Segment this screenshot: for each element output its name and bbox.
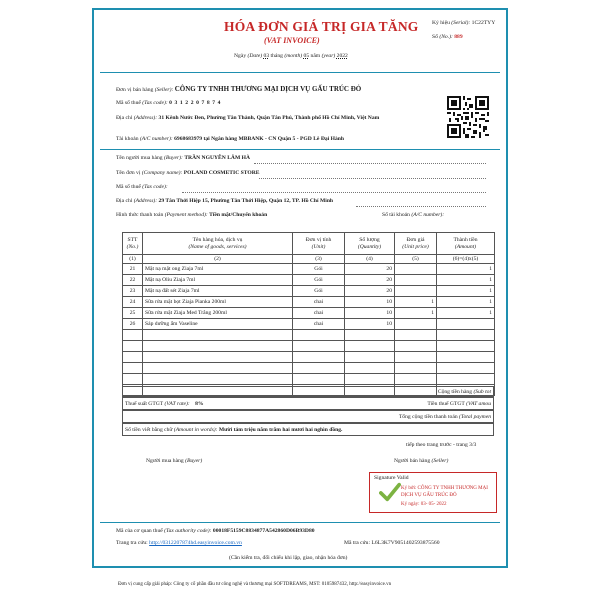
provider-footer: Đơn vị cung cấp giải pháp: Công ty cổ phần đầu tư công nghệ và thương mại SOFTDREAMS, MST: 0105987432, http://easyinvoice.vn — [118, 582, 392, 587]
dotted-fill — [254, 163, 486, 164]
seller-address-label: Địa chỉ — [116, 115, 133, 121]
row-price — [395, 319, 437, 330]
dotted-fill — [259, 178, 486, 179]
buyer-company-label-en: (Company name): — [141, 170, 183, 176]
index-cell: (4) — [345, 255, 395, 264]
table-row-empty — [123, 363, 495, 374]
row-qty: 10 — [345, 308, 395, 319]
row-amount: 1 — [437, 275, 495, 286]
signature-valid-text: Signature Valid — [374, 475, 409, 481]
seller-tax-label-en: (Tax code): — [142, 100, 168, 106]
row-price — [395, 286, 437, 297]
divider — [100, 149, 500, 150]
table-row-empty — [123, 330, 495, 341]
buyer-label: Tên người mua hàng — [116, 155, 163, 161]
amount-words: Mười tám triệu năm trăm hai mươi hai nghìn đồng. — [218, 427, 343, 433]
row-unit: Gói — [293, 264, 345, 275]
signed-by: Ký bởi: CÔNG TY TNHH THƯƠNG MẠI DỊCH VỤ GẤU TRÚC ĐỎ — [401, 486, 488, 498]
seller-name-label: Đơn vị bán hàng — [116, 87, 154, 93]
seller-account: 6968683979 tại Ngân hàng MBBANK - CN Quận 5 - PGD Lê Đại Hành — [174, 136, 344, 142]
row-qty: 20 — [345, 286, 395, 297]
seller-account-label: Tài khoản — [116, 136, 139, 142]
row-qty: 20 — [345, 275, 395, 286]
invoice-title: HÓA ĐƠN GIÁ TRỊ GIA TĂNG — [224, 19, 419, 34]
payment-method: Tiền mặt/Chuyển khoản — [209, 212, 268, 218]
seller-address: 31 Kênh Nước Đen, Phường Tân Thành, Quận Tân Phú, Thành phố Hồ Chí Minh, Việt Nam — [158, 115, 380, 121]
date-label-en: (Date) — [247, 53, 263, 59]
total-label-en: (Total paymen — [459, 414, 491, 420]
invoice-number: 889 — [454, 34, 463, 40]
divider — [100, 72, 500, 73]
total-label: Tổng cộng tiền thanh toán — [398, 414, 458, 420]
authority-label: Mã của cơ quan thuế — [116, 528, 163, 534]
index-cell: (1) — [123, 255, 143, 264]
serial-label-en: (Serial): — [451, 20, 471, 26]
continued-note: tiếp theo trang trước - trang 3/3 — [406, 442, 477, 448]
row-price — [395, 264, 437, 275]
month-label: tháng — [270, 53, 283, 59]
row-qty: 10 — [345, 319, 395, 330]
buyer-address-line — [116, 198, 333, 204]
row-unit: chai — [293, 308, 345, 319]
date-year: 2022 — [336, 53, 348, 59]
seller-tax-label: Mã số thuế — [116, 100, 141, 106]
table-row — [123, 286, 495, 297]
buyer-tax-label: Mã số thuế — [116, 184, 141, 190]
seller-name: CÔNG TY TNHH THƯƠNG MẠI DỊCH VỤ GẤU TRÚC ĐỎ — [174, 85, 362, 93]
seller-tax-line — [116, 100, 221, 106]
buyer-account-label-en: (A/C number): — [411, 212, 445, 218]
serial-value: 1C22TYY — [471, 20, 496, 26]
vat-rate-label-en: (VAT rate): — [164, 401, 190, 407]
buyer-label-en: (Buyer): — [163, 155, 183, 161]
row-qty: 10 — [345, 297, 395, 308]
check-icon — [379, 481, 401, 503]
number-line — [432, 34, 463, 40]
buyer-account-line — [382, 212, 444, 218]
lookup-code-line — [344, 540, 440, 546]
invoice-subtitle: (VAT INVOICE) — [264, 36, 320, 45]
header-price: Đơn giá (Unit price) — [395, 233, 437, 255]
date-day: 03 — [263, 53, 270, 59]
vat-rate: 8% — [195, 401, 204, 407]
date-line — [234, 53, 348, 59]
row-no: 25 — [123, 308, 143, 319]
seller-tax-code: 0 3 1 2 2 0 7 8 7 4 — [169, 100, 222, 106]
total-row — [122, 410, 494, 423]
buyer-company-label: Tên đơn vị — [116, 170, 141, 176]
seller-name-label-en: (Seller): — [154, 87, 174, 93]
buyer-tax-line — [116, 184, 168, 190]
payment-line — [116, 212, 267, 218]
row-price: 1 — [395, 297, 437, 308]
buyer-company-line — [116, 170, 260, 176]
year-label: năm — [310, 53, 321, 59]
row-name: Sữa rửa mặt bọt Ziaja Pianka 200ml — [143, 297, 293, 308]
vat-row — [122, 397, 494, 410]
subtotal-label: Cộng tiền hàng — [437, 389, 473, 395]
vat-amount-label-en: (VAT amou — [466, 401, 491, 407]
lookup-link[interactable]: http://0312207874hd.easyinvoice.com.vn — [149, 540, 242, 546]
seller-name-line — [116, 85, 361, 93]
subtotal-label-en: (Sub tot — [473, 389, 491, 395]
month-label-en: (month) — [284, 53, 303, 59]
date-label: Ngày — [234, 53, 247, 59]
serial-line — [432, 20, 495, 26]
table-row — [123, 297, 495, 308]
number-label: Số — [432, 34, 438, 40]
seller-address-label-en: (Address): — [133, 115, 158, 121]
row-no: 26 — [123, 319, 143, 330]
year-label-en: (year) — [321, 53, 336, 59]
row-no: 24 — [123, 297, 143, 308]
row-unit: chai — [293, 319, 345, 330]
seller-account-line — [116, 136, 344, 142]
signed-date: Ký ngày: 03- 05- 2022 — [401, 502, 447, 507]
table-row-empty — [123, 374, 495, 385]
buyer-name: TRẦN NGUYỄN LÂM HÀ — [184, 155, 251, 161]
row-amount — [437, 319, 495, 330]
header-amount: Thành tiền (Amount) — [437, 233, 495, 255]
table-row-empty — [123, 341, 495, 352]
row-qty: 20 — [345, 264, 395, 275]
lookup-line — [116, 540, 242, 546]
buyer-signature-label: Người mua hàng (Buyer) — [146, 458, 203, 464]
dotted-fill — [182, 192, 486, 193]
header-unit: Đơn vị tính (Unit) — [293, 233, 345, 255]
buyer-account-label: Số tài khoản — [382, 212, 410, 218]
authority-label-en: (Tax authority code): — [164, 528, 212, 534]
amount-words-label-en: (Amount in words): — [173, 427, 218, 433]
buyer-address: 29 Tân Thới Hiệp 15, Phường Tân Thới Hiệp, Quận 12, TP. Hồ Chí Minh — [158, 198, 334, 204]
invoice-frame — [92, 8, 508, 568]
qr-code-icon — [447, 96, 489, 138]
row-no: 22 — [123, 275, 143, 286]
row-unit: Gói — [293, 286, 345, 297]
header-no: STT (No.) — [123, 233, 143, 255]
seller-signature-label: Người bán hàng (Seller) — [394, 458, 449, 464]
row-name: Mặt nạ đất sét Ziaja 7ml — [143, 286, 293, 297]
row-unit: Gói — [293, 275, 345, 286]
divider — [100, 522, 500, 523]
items-table — [122, 232, 495, 396]
dotted-fill — [356, 206, 486, 207]
row-amount: 1 — [437, 286, 495, 297]
authority-code-line — [116, 528, 315, 534]
row-unit: chai — [293, 297, 345, 308]
subtotal-row — [122, 386, 494, 397]
table-row-empty — [123, 352, 495, 363]
row-name: Mặt nạ Oliu Ziaja 7ml — [143, 275, 293, 286]
serial-label: Ký hiệu — [432, 20, 450, 26]
amount-words-label: Số tiền viết bằng chữ — [125, 427, 173, 433]
row-price: 1 — [395, 308, 437, 319]
table-row — [123, 308, 495, 319]
row-amount: 1 — [437, 264, 495, 275]
table-row — [123, 319, 495, 330]
buyer-name-line — [116, 155, 250, 161]
payment-label-en: (Payment method): — [164, 212, 208, 218]
table-header-row — [123, 233, 495, 255]
table-index-row — [123, 255, 495, 264]
row-name: Sáp dưỡng ẩm Vaseline — [143, 319, 293, 330]
buyer-tax-label-en: (Tax code): — [142, 184, 168, 190]
lookup-code: L6L3K7V9051402593875560 — [371, 540, 440, 546]
lookup-label: Trang tra cứu: — [116, 540, 148, 546]
seller-account-label-en: (A/C number): — [139, 136, 173, 142]
buyer-company-name: POLAND COSMETIC STORE — [183, 170, 260, 176]
row-amount: 1 — [437, 308, 495, 319]
row-price — [395, 275, 437, 286]
header-name: Tên hàng hóa, dịch vụ (Name of goods, services) — [143, 233, 293, 255]
index-cell: (5) — [395, 255, 437, 264]
header-qty: Số lượng (Quantity) — [345, 233, 395, 255]
row-name: Mặt nạ mật ong Ziaja 7ml — [143, 264, 293, 275]
vat-amount-label: Tiền thuế GTGT — [427, 401, 465, 407]
date-month: 05 — [303, 53, 310, 59]
lookup-code-label: Mã tra cứu: — [344, 540, 371, 546]
seller-address-line — [116, 114, 441, 122]
row-no: 23 — [123, 286, 143, 297]
footer-note: (Cần kiểm tra, đối chiếu khi lập, giao, nhận hóa đơn) — [229, 555, 348, 561]
authority-code: 00018F5159C8834877A542860D06B93D80 — [212, 528, 315, 534]
buyer-address-label: Địa chỉ — [116, 198, 133, 204]
table-row — [123, 264, 495, 275]
table-row — [123, 275, 495, 286]
index-cell: (3) — [293, 255, 345, 264]
row-amount: 1 — [437, 297, 495, 308]
number-label-en: (No.): — [439, 34, 453, 40]
index-cell: (6)=(4)x(5) — [437, 255, 495, 264]
vat-rate-label: Thuế suất GTGT — [125, 401, 164, 407]
buyer-address-label-en: (Address): — [133, 198, 158, 204]
row-no: 21 — [123, 264, 143, 275]
amount-words-row — [122, 423, 494, 436]
row-name: Sữa rửa mặt Ziaja Med Trắng 200ml — [143, 308, 293, 319]
payment-label: Hình thức thanh toán — [116, 212, 164, 218]
index-cell: (2) — [143, 255, 293, 264]
